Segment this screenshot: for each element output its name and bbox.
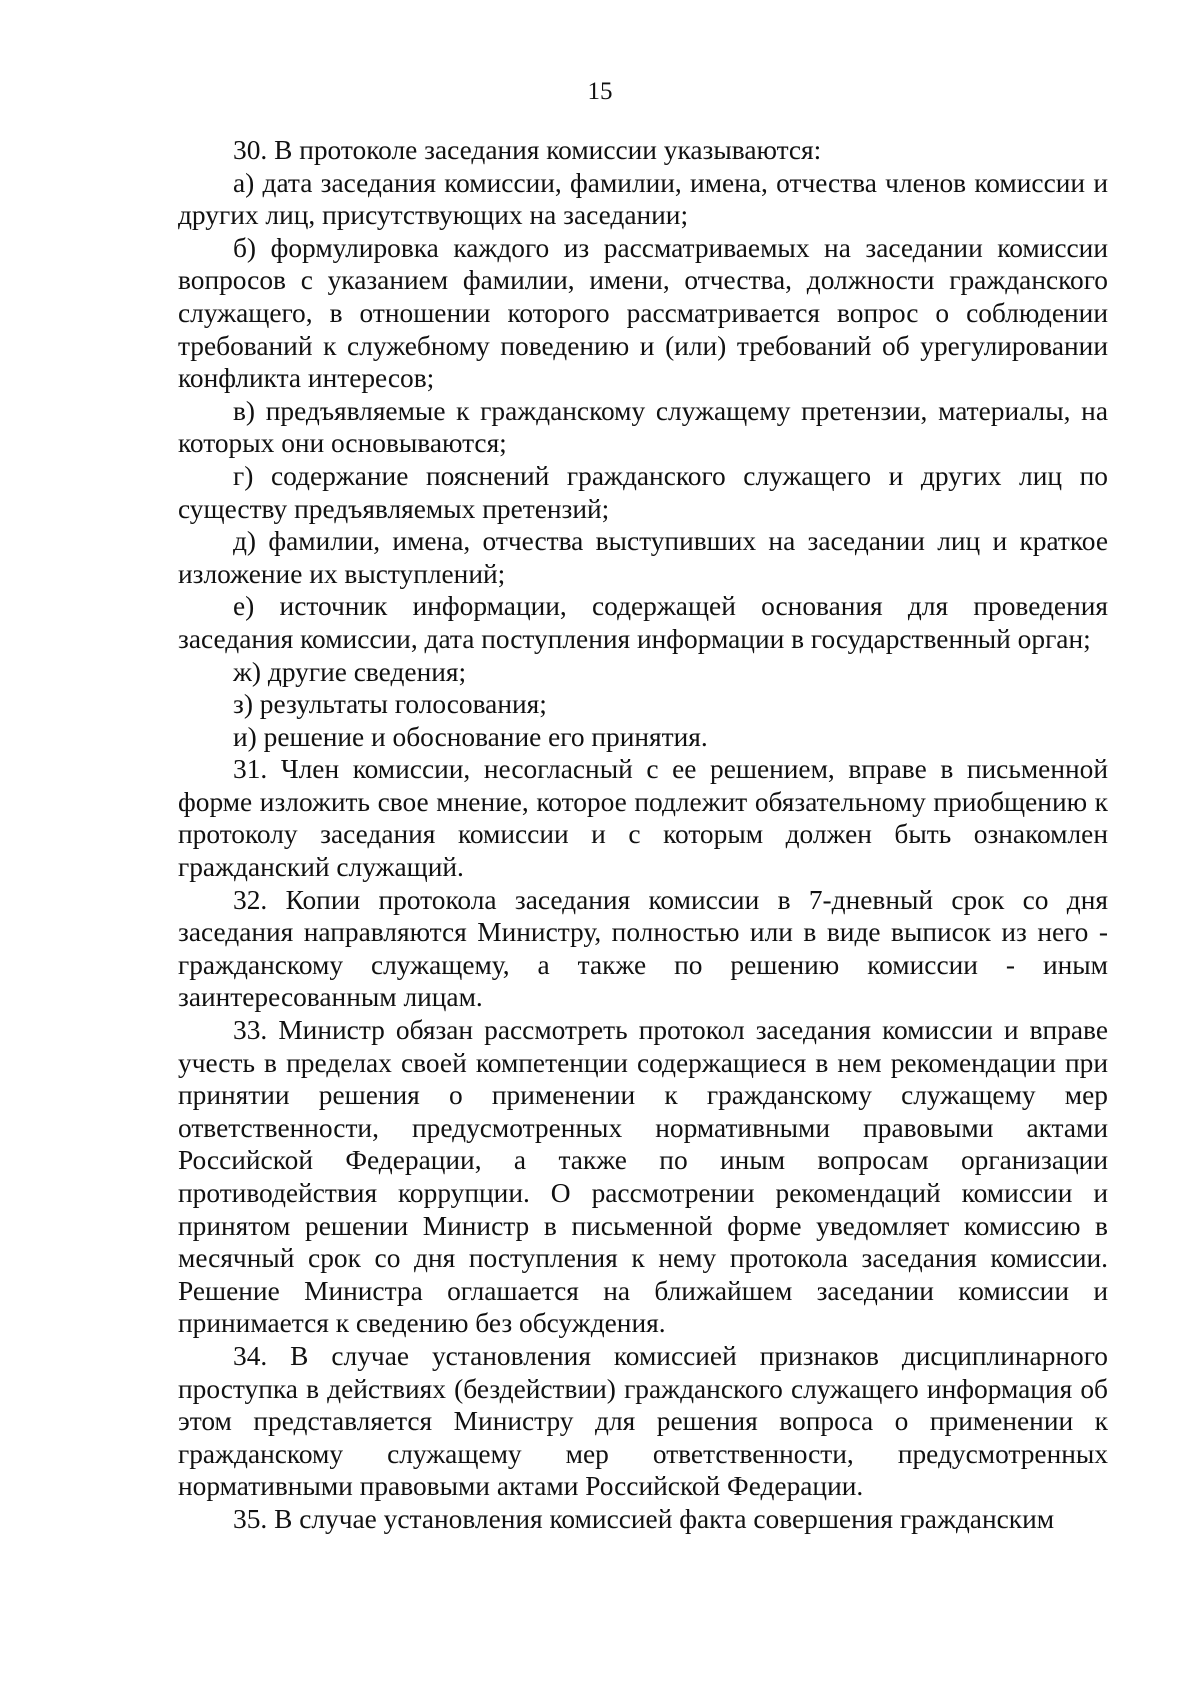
paragraph-30-item-e: е) источник информации, содержащей основания для проведения заседания комиссии, дата поступления информации в государственный орган; xyxy=(178,591,1108,654)
page-number: 15 xyxy=(587,78,613,105)
paragraph-30-item-b: б) формулировка каждого из рассматриваемых на заседании комиссии вопросов с указанием фамилии, имени, отчества, должности гражданского служащего, в отношении которого рассматривается вопрос о соблюдении требований к служебному поведению и (или) требований об урегулировании конфликта интересов; xyxy=(178,232,1108,394)
paragraph-30-item-i: и) решение и обоснование его принятия. xyxy=(233,721,708,752)
paragraph-30-item-d: д) фамилии, имена, отчества выступивших на заседании лиц и краткое изложение их выступлений; xyxy=(178,526,1108,589)
paragraph-30-item-z: з) результаты голосования; xyxy=(233,689,547,720)
paragraph-32: 32. Копии протокола заседания комиссии в 7-дневный срок со дня заседания направляются Министру, полностью или в виде выписок из него - гражданскому служащему, а также по решению комиссии - иным заинтересованным лицам. xyxy=(178,884,1108,1013)
paragraph-30-item-v: в) предъявляемые к гражданскому служащему претензии, материалы, на которых они основываются; xyxy=(178,395,1108,459)
paragraph-30-intro: 30. В протоколе заседания комиссии указываются: xyxy=(233,135,822,165)
paragraph-33: 33. Министр обязан рассмотреть протокол заседания комиссии и вправе учесть в пределах своей компетенции содержащиеся в нем рекомендации при принятии решения о применении к гражданскому служащему мер ответственности, предусмотренных нормативными правовыми актами Российской Федерации, а также по иным вопросам организации противодействия коррупции. О рассмотрении рекомендаций комиссии и принятом решении Министр в письменной форме уведомляет комиссию в месячный срок со дня поступления к нему протокола заседания комиссии. Решение Министра оглашается на ближайшем заседании комиссии и принимается к сведению без обсуждения. xyxy=(178,1015,1108,1339)
paragraph-30-item-g: г) содержание пояснений гражданского служащего и других лиц по существу предъявляемых претензий; xyxy=(178,460,1108,524)
paragraph-30-item-zh: ж) другие сведения; xyxy=(233,656,467,687)
paragraph-30-item-a: а) дата заседания комиссии, фамилии, имена, отчества членов комиссии и других лиц, присутствующих на заседании; xyxy=(178,167,1108,231)
document-body xyxy=(178,134,1108,1536)
paragraph-34: 34. В случае установления комиссией признаков дисциплинарного проступка в действиях (бездействии) гражданского служащего информация об этом представляется Министру для решения вопроса о применении к гражданскому служащему мер ответственности, предусмотренных нормативными правовыми актами Российской Федерации. xyxy=(178,1340,1108,1502)
paragraph-31: 31. Член комиссии, несогласный с ее решением, вправе в письменной форме изложить свое мнение, которое подлежит обязательному приобщению к протоколу заседания комиссии и с которым должен быть ознакомлен гражданский служащий. xyxy=(178,754,1108,883)
paragraph-35: 35. В случае установления комиссией факта совершения гражданским xyxy=(233,1503,1055,1534)
